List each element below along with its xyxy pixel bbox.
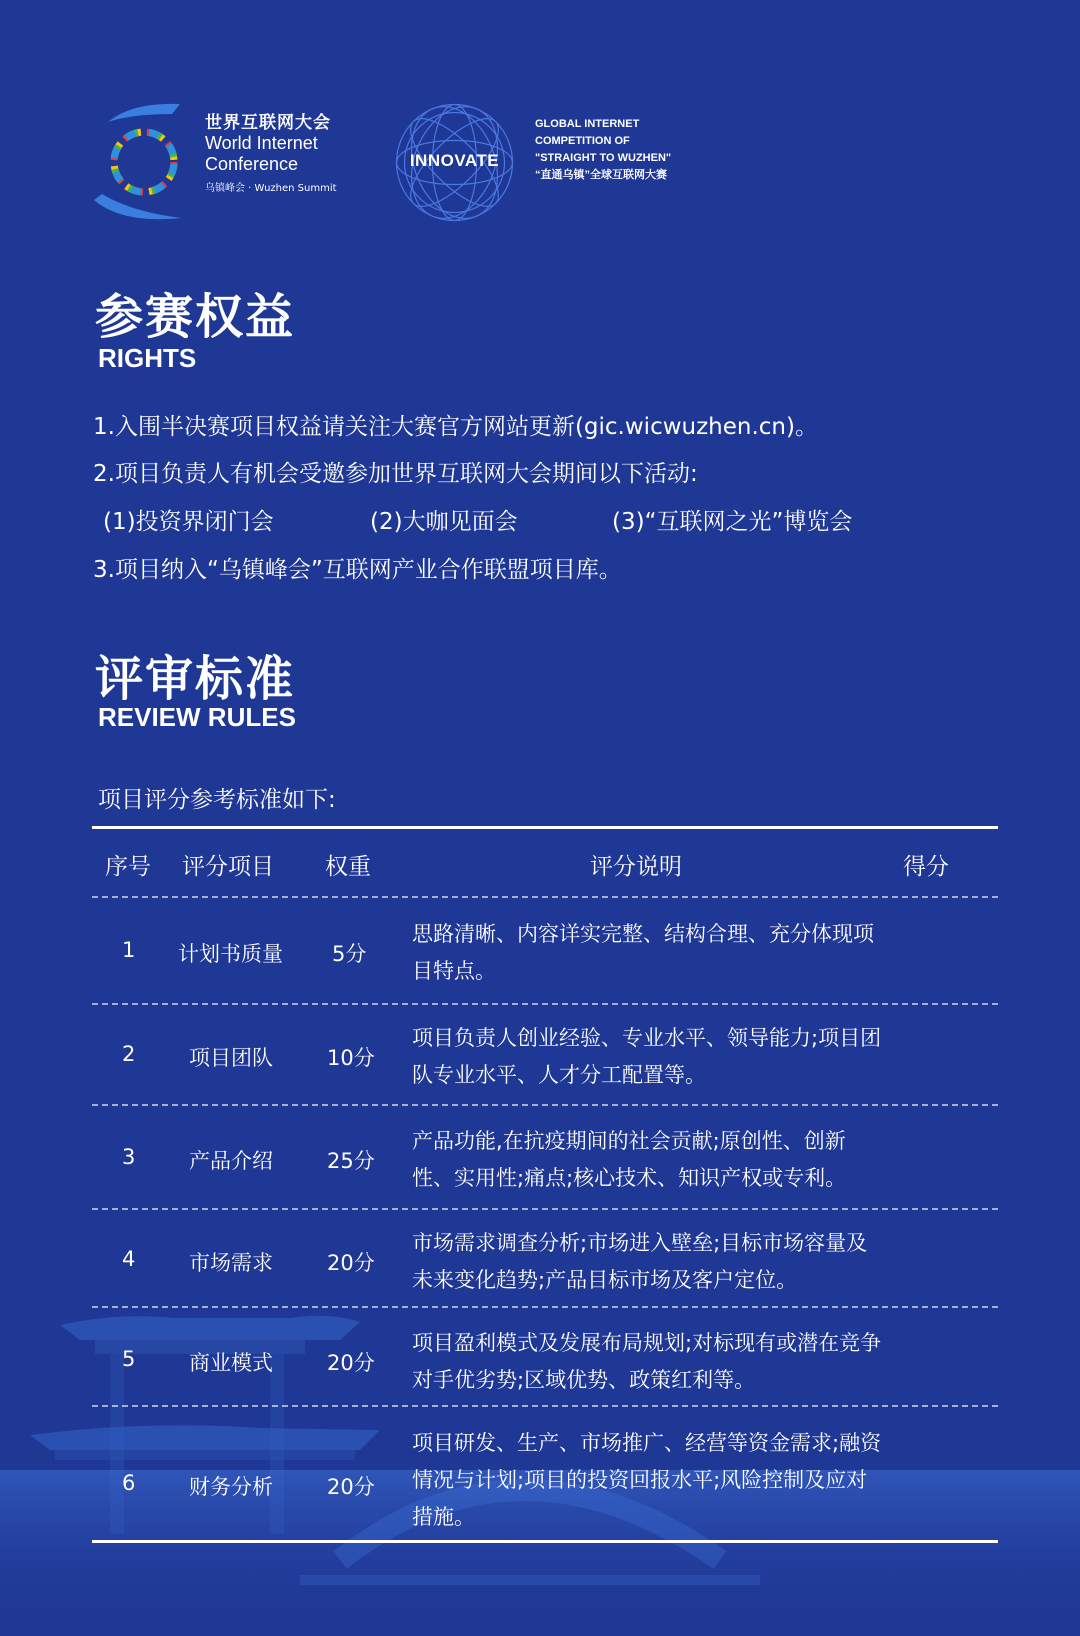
wic-name-en-2: Conference	[205, 154, 299, 174]
row-6-weight: 20分	[327, 1475, 375, 1499]
wic-subtitle: 乌镇峰会 · Wuzhen Summit	[205, 183, 337, 194]
row-6-no: 6	[122, 1471, 136, 1495]
rights-sub-3: (3)“互联网之光”博览会	[612, 509, 853, 535]
innovate-line-3: "STRAIGHT TO WUZHEN"	[535, 152, 672, 164]
wic-name-en-1: World Internet	[205, 133, 318, 153]
review-title-cn: 评审标准	[95, 651, 296, 707]
wic-logo-text	[205, 108, 337, 194]
table-divider	[92, 1306, 998, 1308]
row-1-desc: 思路清晰、内容详实完整、结构合理、充分体现项目特点。	[412, 922, 874, 983]
table-top-rule	[92, 826, 998, 829]
row-4-weight: 20分	[327, 1251, 375, 1275]
row-3-no: 3	[122, 1145, 136, 1169]
row-1-weight: 5分	[332, 942, 367, 966]
row-1-item: 计划书质量	[178, 942, 283, 966]
rights-item-1: 1.入围半决赛项目权益请关注大赛官方网站更新(gic.wicwuzhen.cn)。	[93, 414, 818, 440]
review-intro: 项目评分参考标准如下:	[98, 787, 336, 813]
row-5-weight: 20分	[327, 1351, 375, 1375]
row-4-no: 4	[122, 1247, 136, 1271]
rights-title-en: RIGHTS	[98, 343, 197, 373]
row-3-item: 产品介绍	[189, 1149, 273, 1173]
table-header-no: 序号	[105, 854, 151, 880]
rights-item-2: 2.项目负责人有机会受邀参加世界互联网大会期间以下活动:	[93, 461, 698, 487]
innovate-line-4: “直通乌镇”全球互联网大赛	[535, 169, 667, 181]
innovate-line-1: GLOBAL INTERNET	[535, 118, 640, 130]
row-3-desc: 产品功能,在抗疫期间的社会贡献;原创性、创新性、实用性;痛点;核心技术、知识产权或专利。	[412, 1129, 847, 1190]
row-2-no: 2	[122, 1042, 136, 1066]
table-header-item: 评分项目	[182, 854, 274, 880]
review-title-en: REVIEW RULES	[98, 702, 296, 732]
row-1-no: 1	[122, 938, 136, 962]
table-divider	[92, 1003, 998, 1005]
row-5-desc: 项目盈利模式及发展布局规划;对标现有或潜在竞争对手优劣势;区域优势、政策红利等。	[412, 1331, 882, 1392]
row-2-desc: 项目负责人创业经验、专业水平、领导能力;项目团队专业水平、人才分工配置等。	[412, 1026, 882, 1087]
table-divider	[92, 1104, 998, 1106]
table-header-score: 得分	[903, 854, 949, 880]
rights-title-cn: 参赛权益	[95, 289, 296, 345]
innovate-line-2: COMPETITION OF	[535, 135, 630, 147]
table-divider	[92, 896, 998, 898]
row-2-weight: 10分	[327, 1046, 375, 1070]
row-2-item: 项目团队	[189, 1046, 273, 1070]
row-4-item: 市场需求	[189, 1251, 273, 1275]
row-6-item: 财务分析	[189, 1475, 273, 1499]
table-bottom-rule	[92, 1540, 998, 1543]
row-4-desc: 市场需求调查分析;市场进入壁垒;目标市场容量及未来变化趋势;产品目标市场及客户定位。	[412, 1231, 868, 1292]
table-divider	[92, 1208, 998, 1210]
table-header-desc: 评分说明	[590, 854, 682, 880]
row-3-weight: 25分	[327, 1149, 375, 1173]
innovate-logo-text	[535, 116, 671, 184]
rights-sub-1: (1)投资界闭门会	[103, 509, 274, 535]
innovate-wordmark: INNOVATE	[409, 151, 500, 170]
table-header-weight: 权重	[325, 854, 371, 880]
row-5-no: 5	[122, 1347, 136, 1371]
row-6-desc: 项目研发、生产、市场推广、经营等资金需求;融资情况与计划;项目的投资回报水平;风险控制及应对措施。	[412, 1431, 882, 1529]
rights-item-3: 3.项目纳入“乌镇峰会”互联网产业合作联盟项目库。	[93, 557, 622, 583]
rights-sub-2: (2)大咖见面会	[370, 509, 518, 535]
wic-name-cn: 世界互联网大会	[205, 113, 331, 133]
table-divider	[92, 1405, 998, 1407]
row-5-item: 商业模式	[189, 1351, 273, 1375]
